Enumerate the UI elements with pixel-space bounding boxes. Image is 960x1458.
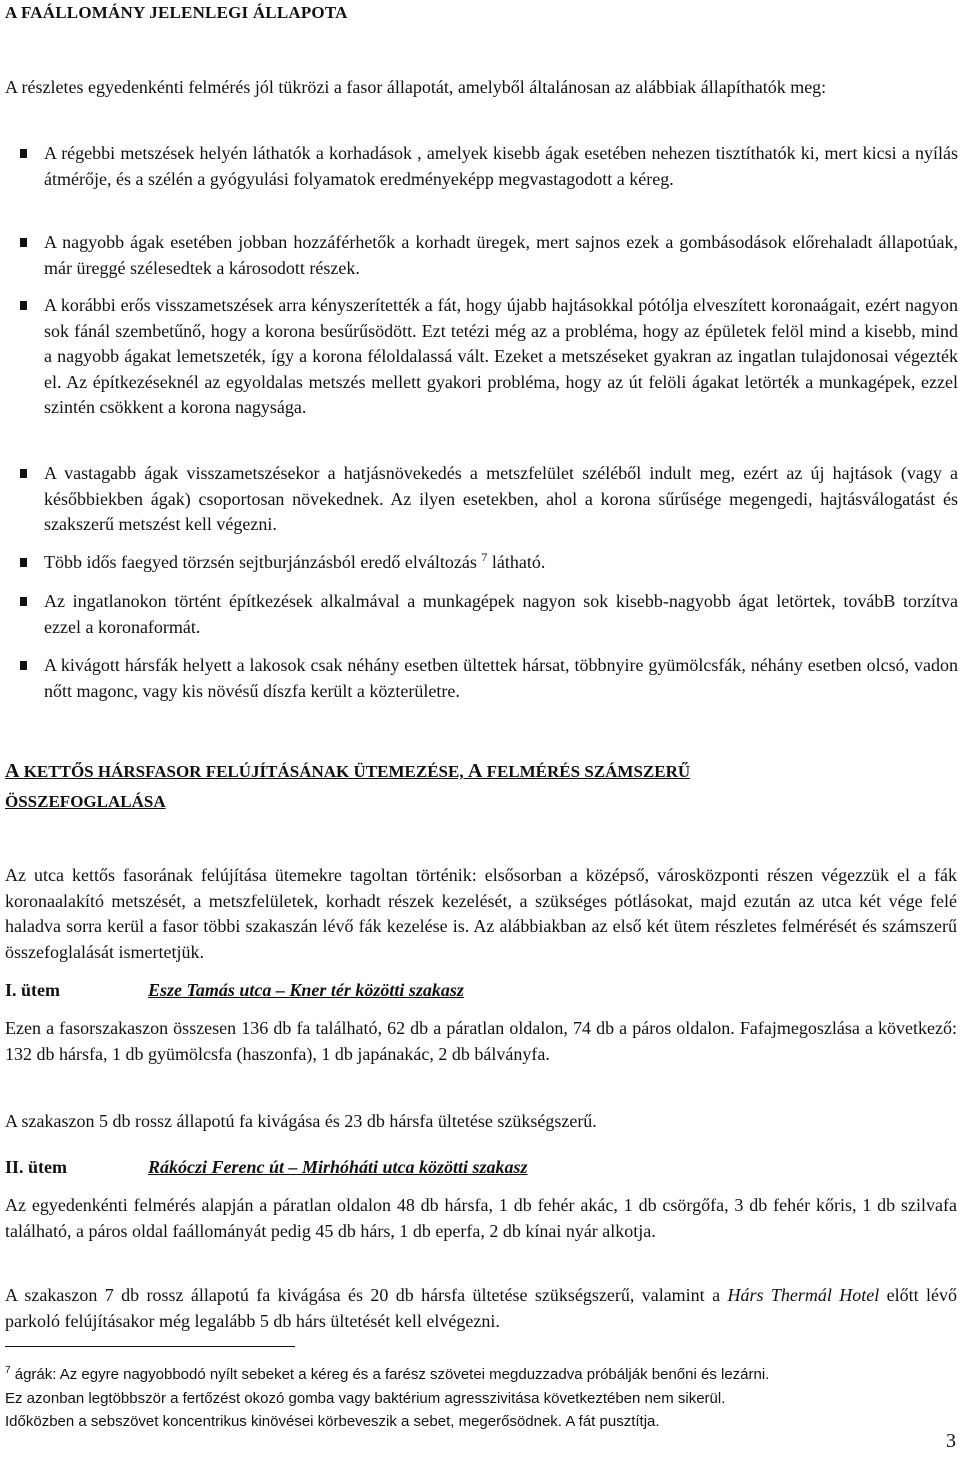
section-heading-2: A KETTŐS HÁRSFASOR FELÚJÍTÁSÁNAK ÜTEMEZÉSE, A FELMÉRÉS SZÁMSZERŰ ÖSSZEFOGLALÁSA (5, 760, 691, 811)
list-item-text: A korábbi erős visszametszések arra kényszerítették a fát, hogy újabb hajtásokkal pótólja elveszített koronaágait, ezért nagyon sok fánál szembetűnő, hogy a korona besűrűsödött. Ezt tetézi még az a probléma, hogy az épületek felöl mind a kisebb, mind a nagyobb ágakat lemetszeték, így a korona féloldalassá vált. Ezeket a metszéseket gyakran az ingatlan tulajdonosai végezték el. Az építkezéseknél az egyoldalas metszés mellett gyakori probléma, hogy az út felöli ágakat letörték a munkagépek, ezzel szintén csökkent a korona nagysága. (44, 295, 958, 417)
footnote-divider (5, 1346, 295, 1347)
list-item (18, 293, 958, 421)
bullet-icon (20, 661, 27, 670)
stage2-paragraph: A szakaszon 7 db rossz állapotú fa kivágása és 20 db hársfa ültetése szükségszerű, valamint a Hárs Thermál Hotel előtt lévő parkoló felújításakor még legalább 5 db hárs ültetését kell elvégezni. (5, 1285, 957, 1331)
footnote-marker: 7 (481, 550, 488, 564)
list-item-text: A régebbi metszések helyén láthatók a korhadások , amelyek kisebb ágak esetében nehezen tisztíthatók ki, mert kicsi a nyílás átmérője, és a szélén a gyógyulási folyamatok eredményeképp megvastagodott a kéreg. (44, 143, 958, 189)
list-item (18, 653, 958, 704)
list-item-text: Az ingatlanokon történt építkezések alkalmával a munkagépek nagyon sok kisebb-nagyobb ágat letörtek, továbB torzítva ezzel a koronaformát. (44, 591, 958, 637)
list-item (18, 461, 958, 538)
list-item-text: A nagyobb ágak esetében jobban hozzáférhetők a korhadt üregek, mert sajnos ezek a gombásodások előrehaladt állapotúak, már üreggé szélesedtek a károsodott részek. (44, 232, 958, 278)
stage-label: II. ütem (5, 1157, 67, 1177)
list-item-text: A vastagabb ágak visszametszésekor a hatjásnövekedés a metszfelület széléből indult meg, ezért az új hajtások (vagy a későbbiekben ágak) csoportosan növekednek. Az ilyen esetekben, ahol a korona sűrűsége megengedi, hajtásválogatást és szakszerű metszést kell végezni. (44, 463, 958, 534)
bullet-icon (20, 558, 27, 567)
bullet-icon (20, 238, 27, 247)
footnote-line: $^7$ ágrák: Az egyre nagyobbodó nyílt sebeket a kéreg és a farész szövetei megduzzadva próbálják benőni és lezárni. (5, 1365, 770, 1383)
footnote-line: Időközben a sebszövet koncentrikus kinövései körbeveszik a sebet, megerősödnek. A fát pusztítja. (5, 1413, 660, 1430)
hotel-name: Hárs Thermál Hotel (727, 1285, 880, 1305)
section-heading: A FAÁLLOMÁNY JELENLEGI ÁLLAPOTA (5, 3, 348, 22)
bullet-icon (20, 597, 27, 606)
list-item (18, 589, 958, 640)
page-number: 3 (946, 1430, 956, 1452)
list-item (18, 550, 958, 576)
footnote-line: Ez azonban legtöbbször a fertőzést okozó gomba vagy baktérium agresszivitása következtében nem sikerül. (5, 1390, 726, 1407)
list-item (18, 141, 958, 192)
list-item-text: A kivágott hársfák helyett a lakosok csak néhány esetben ültettek hársat, többnyire gyümölcsfák, néhány esetben olcsó, vadon nőtt magonc, vagy kis növésű díszfa került a közterületre. (44, 655, 958, 701)
bullet-icon (20, 469, 27, 478)
stage2-paragraph: Az egyedenkénti felmérés alapján a páratlan oldalon 48 db hársfa, 1 db fehér akác, 1 db csörgőfa, 3 db fehér kőris, 1 db szilvafa található, a páros oldal faállományát pedig 45 db hárs, 1 db eperfa, 2 db kínai nyár alkotja. (5, 1195, 957, 1241)
bullet-icon (20, 301, 27, 310)
stage-title: Rákóczi Ferenc út – Mirhóháti utca közötti szakasz (148, 1157, 528, 1177)
list-item (18, 230, 958, 281)
intro-paragraph: A részletes egyedenkénti felmérés jól tükrözi a fasor állapotát, amelyből általánosan az alábbiak állapíthatók meg: (5, 77, 827, 97)
stage-label: I. ütem (5, 980, 60, 1000)
list-item-text-tail: látható. (491, 552, 546, 572)
footnote-number: 7 (5, 1365, 11, 1376)
stage1-paragraph: A szakaszon 5 db rossz állapotú fa kivágása és 23 db hársfa ültetése szükségszerű. (5, 1111, 597, 1131)
stage1-paragraph: Ezen a fasorszakaszon összesen 136 db fa található, 62 db a páratlan oldalon, 74 db a páros oldalon. Fafajmegoszlása a következő: 132 db hársfa, 1 db gyümölcsfa (haszonfa), 1 db japánakác, 2 db bálványfa. (5, 1018, 957, 1064)
bullet-icon (20, 149, 27, 158)
list-item-text: Több idős faegyed törzsén sejtburjánzásból eredő elváltozás (44, 552, 477, 572)
stage-title: Esze Tamás utca – Kner tér közötti szakasz (148, 980, 464, 1000)
section2-intro: Az utca kettős fasorának felújítása ütemekre tagoltan történik: elsősorban a középső, városközponti részen végezzük el a fák koronaalakító metszését, a metszfelületek, korhadt részek kezelését, a szükséges pótlásokat, majd ezután az utca két vége felé haladva sorra kerül a fasor többi szakaszán lévő fák kezelése is. Az alábbiakban az első két ütem részletes felmérését és számszerű összefoglalását ismertetjük. (5, 865, 957, 962)
